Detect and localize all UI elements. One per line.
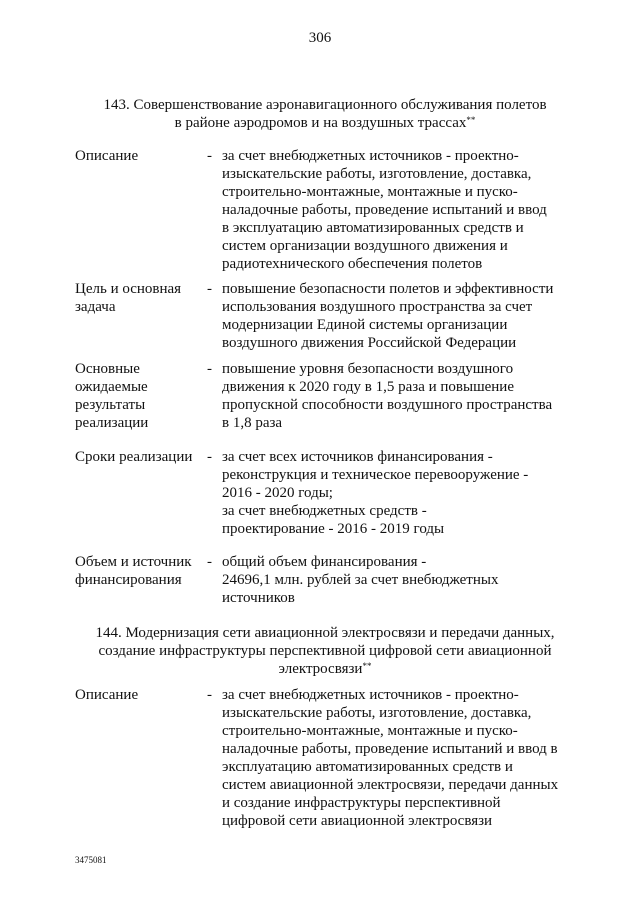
value-line: за счет внебюджетных источников - проектно- bbox=[222, 148, 519, 164]
field-value bbox=[222, 280, 582, 352]
value-line: проектирование - 2016 - 2019 годы bbox=[222, 521, 445, 537]
page-number: 306 bbox=[308, 30, 332, 46]
value-line: наладочные работы, проведение испытаний и ввод bbox=[222, 202, 547, 218]
field-value bbox=[222, 360, 582, 432]
dash: - bbox=[207, 361, 212, 377]
field-label bbox=[75, 147, 205, 165]
field-label bbox=[75, 553, 205, 589]
value-line: за счет всех источников финансирования - bbox=[222, 449, 493, 465]
value-line: и создание инфраструктуры перспективной bbox=[222, 795, 501, 811]
field-label bbox=[75, 448, 205, 466]
value-line: использования воздушного пространства за счет bbox=[222, 299, 533, 315]
value-line: повышение уровня безопасности воздушного bbox=[222, 361, 514, 377]
value-line: реконструкция и техническое перевооружение - bbox=[222, 467, 529, 483]
value-line: строительно-монтажные, монтажные и пуско- bbox=[222, 184, 518, 200]
label-line: Объем и источник bbox=[75, 554, 192, 570]
section-title-line: в районе аэродромов и на воздушных трассах** bbox=[174, 115, 476, 131]
label-line: финансирования bbox=[75, 572, 182, 588]
value-line: за счет внебюджетных средств - bbox=[222, 503, 427, 519]
field-label bbox=[75, 360, 205, 432]
value-line: модернизации Единой системы организации bbox=[222, 317, 508, 333]
label-line: Сроки реализации bbox=[75, 449, 193, 465]
section-title-144 bbox=[60, 624, 590, 678]
dash: - bbox=[207, 687, 212, 703]
dash: - bbox=[207, 449, 212, 465]
label-line: Описание bbox=[75, 148, 139, 164]
value-line: 24696,1 млн. рублей за счет внебюджетных bbox=[222, 572, 499, 588]
value-line: строительно-монтажные, монтажные и пуско- bbox=[222, 723, 518, 739]
footnote-mark: ** bbox=[466, 115, 476, 125]
section-title-143 bbox=[60, 96, 590, 132]
value-line: изыскательские работы, изготовление, доставка, bbox=[222, 705, 532, 721]
section-title-line: 143. Совершенствование аэронавигационного обслуживания полетов bbox=[103, 97, 547, 113]
value-line: цифровой сети авиационной электросвязи bbox=[222, 813, 493, 829]
field-value bbox=[222, 686, 582, 830]
value-line: воздушного движения Российской Федерации bbox=[222, 335, 517, 351]
label-line: Цель и основная bbox=[75, 281, 182, 297]
value-line: систем организации воздушного движения и bbox=[222, 238, 508, 254]
label-line: реализации bbox=[75, 415, 149, 431]
footnote-mark: ** bbox=[362, 661, 372, 671]
section-title-line: электросвязи** bbox=[278, 661, 372, 677]
section-title-line: создание инфраструктуры перспективной цифровой сети авиационной bbox=[98, 643, 552, 659]
value-line: источников bbox=[222, 590, 295, 606]
label-line: ожидаемые bbox=[75, 379, 148, 395]
field-value bbox=[222, 448, 582, 538]
value-line: систем авиационной электросвязи, передачи данных bbox=[222, 777, 559, 793]
value-line: общий объем финансирования - bbox=[222, 554, 427, 570]
section-title-line: 144. Модернизация сети авиационной электросвязи и передачи данных, bbox=[95, 625, 555, 641]
label-line: Описание bbox=[75, 687, 139, 703]
value-line: в 1,8 раза bbox=[222, 415, 283, 431]
label-line: задача bbox=[75, 299, 116, 315]
value-line: радиотехнического обеспечения полетов bbox=[222, 256, 483, 272]
document-code: 3475081 bbox=[75, 855, 107, 865]
value-line: движения к 2020 году в 1,5 раза и повышение bbox=[222, 379, 514, 395]
dash: - bbox=[207, 281, 212, 297]
value-line: за счет внебюджетных источников - проектно- bbox=[222, 687, 519, 703]
value-line: эксплуатацию автоматизированных средств и bbox=[222, 759, 513, 775]
label-line: результаты bbox=[75, 397, 146, 413]
value-line: в эксплуатацию автоматизированных средств и bbox=[222, 220, 524, 236]
value-line: наладочные работы, проведение испытаний и ввод в bbox=[222, 741, 558, 757]
field-label bbox=[75, 280, 205, 316]
value-line: повышение безопасности полетов и эффективности bbox=[222, 281, 554, 297]
value-line: 2016 - 2020 годы; bbox=[222, 485, 333, 501]
field-label bbox=[75, 686, 205, 704]
field-value bbox=[222, 147, 582, 273]
field-value bbox=[222, 553, 582, 607]
value-line: изыскательские работы, изготовление, доставка, bbox=[222, 166, 532, 182]
dash: - bbox=[207, 148, 212, 164]
value-line: пропускной способности воздушного пространства bbox=[222, 397, 553, 413]
dash: - bbox=[207, 554, 212, 570]
label-line: Основные bbox=[75, 361, 140, 377]
